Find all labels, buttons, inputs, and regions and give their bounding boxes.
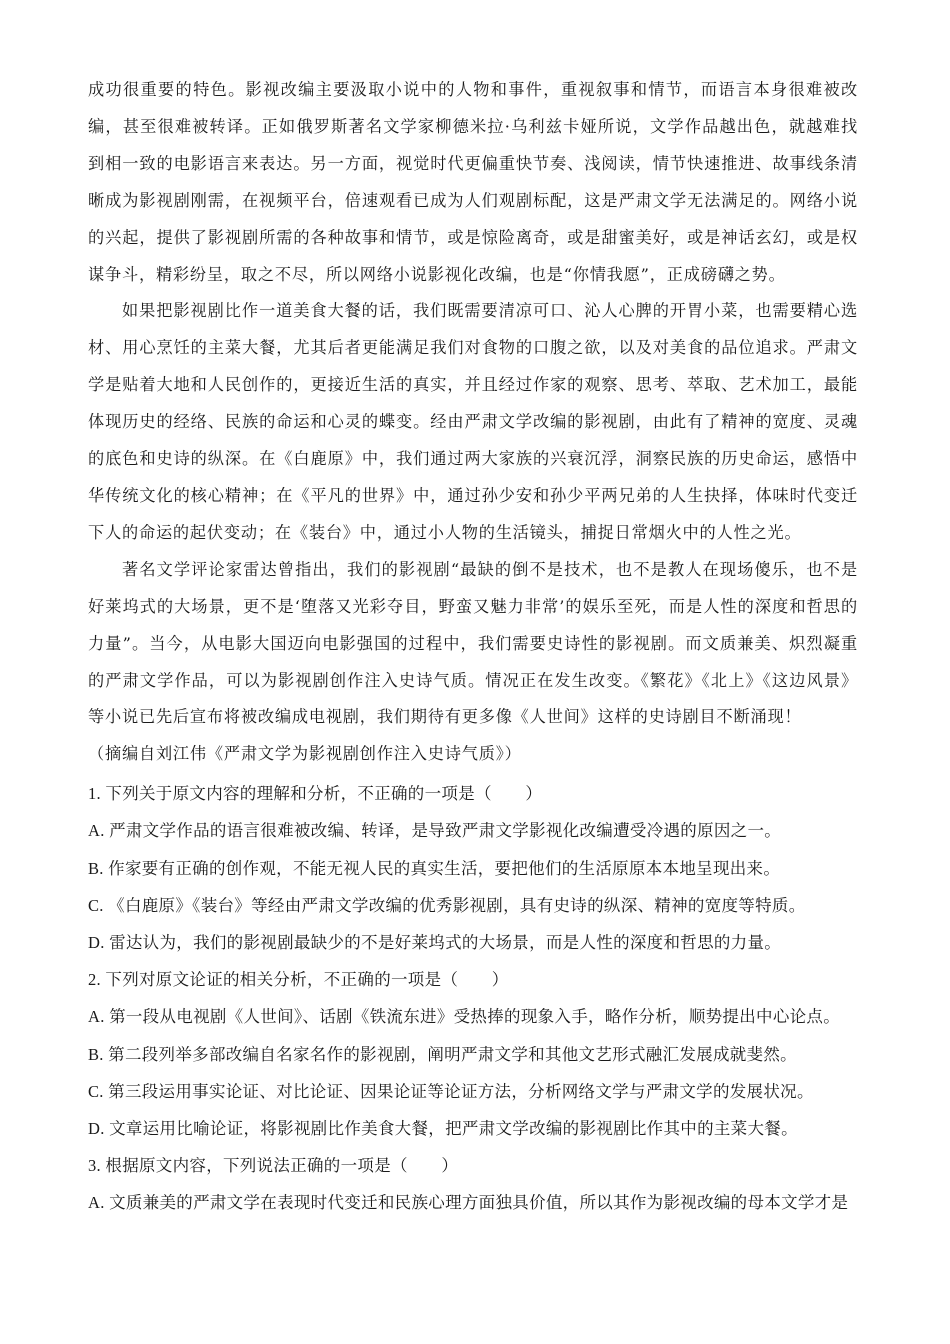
question-stem: 1. 下列关于原文内容的理解和分析，不正确的一项是（ ） bbox=[88, 784, 543, 804]
reading-passage bbox=[88, 72, 858, 773]
question-1 bbox=[88, 775, 858, 961]
option-d: D. 文章运用比喻论证，将影视剧比作美食大餐，把严肃文学改编的影视剧比作其中的主菜大餐。 bbox=[88, 1119, 798, 1139]
option-d: D. 雷达认为，我们的影视剧最缺少的不是好莱坞式的大场景，而是人性的深度和哲思的力量。 bbox=[88, 933, 782, 953]
passage-paragraph-3: 著名文学评论家雷达曾指出，我们的影视剧“最缺的倒不是技术，也不是教人在现场傻乐，也不是好莱坞式的大场景，更不是‘堕落又光彩夺目，野蛮又魅力非常’的娱乐至死，而是人性的深度和哲思的力量”。当今，从电影大国迈向电影强国的过程中，我们需要史诗性的影视剧。而文质兼美、炽烈凝重的严肃文学作品，可以为影视剧创作注入史诗气质。情况正在发生改变。《繁花》《北上》《这边风景》等小说已先后宣布将被改编成电视剧，我们期待有更多像《人世间》这样的史诗剧目不断涌现！ bbox=[88, 559, 858, 727]
passage-source: （摘编自刘江伟《严肃文学为影视剧创作注入史诗气质》） bbox=[88, 744, 522, 764]
passage-paragraph-1: 成功很重要的特色。影视改编主要汲取小说中的人物和事件，重视叙事和情节，而语言本身很难被改编，甚至很难被转译。正如俄罗斯著名文学家柳德米拉·乌利兹卡娅所说，文学作品越出色，就越难找到相一致的电影语言来表达。另一方面，视觉时代更偏重快节奏、浅阅读，情节快速推进、故事线条清晰成为影视剧刚需，在视频平台，倍速观看已成为人们观剧标配，这是严肃文学无法满足的。网络小说的兴起，提供了影视剧所需的各种故事和情节，或是惊险离奇，或是甜蜜美好，或是神话玄幻，或是权谋争斗，精彩纷呈，取之不尽，所以网络小说影视化改编，也是“你情我愿”，正成磅礴之势。 bbox=[88, 80, 858, 284]
option-c: C. 第三段运用事实论证、对比论证、因果论证等论证方法，分析网络文学与严肃文学的发展状况。 bbox=[88, 1081, 814, 1101]
passage-paragraph-2: 如果把影视剧比作一道美食大餐的话，我们既需要清凉可口、沁人心脾的开胃小菜，也需要精心选材、用心烹饪的主菜大餐，尤其后者更能满足我们对食物的口腹之欲，以及对美食的品位追求。严肃文学是贴着大地和人民创作的，更接近生活的真实，并且经过作家的观察、思考、萃取、艺术加工，最能体现历史的经络、民族的命运和心灵的蝶变。经由严肃文学改编的影视剧，由此有了精神的宽度、灵魂的底色和史诗的纵深。在《白鹿原》中，我们通过两大家族的兴衰沉浮，洞察民族的历史命运，感悟中华传统文化的核心精神；在《平凡的世界》中，通过孙少安和孙少平两兄弟的人生抉择，体味时代变迁下人的命运的起伏变动；在《装台》中，通过小人物的生活镜头，捕捉日常烟火中的人性之光。 bbox=[88, 301, 858, 542]
option-a: A. 严肃文学作品的语言很难被改编、转译，是导致严肃文学影视化改编遭受冷遇的原因之一。 bbox=[88, 821, 782, 841]
question-list bbox=[88, 775, 858, 1221]
question-2 bbox=[88, 961, 858, 1147]
question-stem: 3. 根据原文内容，下列说法正确的一项是（ ） bbox=[88, 1156, 459, 1176]
document-page bbox=[88, 72, 858, 1222]
question-3 bbox=[88, 1147, 858, 1221]
option-c: C. 《白鹿原》《装台》等经由严肃文学改编的优秀影视剧，具有史诗的纵深、精神的宽度等特质。 bbox=[88, 895, 806, 915]
option-b: B. 第二段列举多部改编自名家名作的影视剧，阐明严肃文学和其他文艺形式融汇发展成就斐然。 bbox=[88, 1044, 797, 1064]
option-a: A. 第一段从电视剧《人世间》、话剧《铁流东进》受热捧的现象入手，略作分析，顺势提出中心论点。 bbox=[88, 1007, 841, 1027]
option-b: B. 作家要有正确的创作观，不能无视人民的真实生活，要把他们的生活原原本本地呈现出来。 bbox=[88, 858, 781, 878]
option-a: A. 文质兼美的严肃文学在表现时代变迁和民族心理方面独具价值，所以其作为影视改编的母本文学才是 bbox=[88, 1193, 849, 1213]
question-stem: 2. 下列对原文论证的相关分析，不正确的一项是（ ） bbox=[88, 970, 509, 990]
